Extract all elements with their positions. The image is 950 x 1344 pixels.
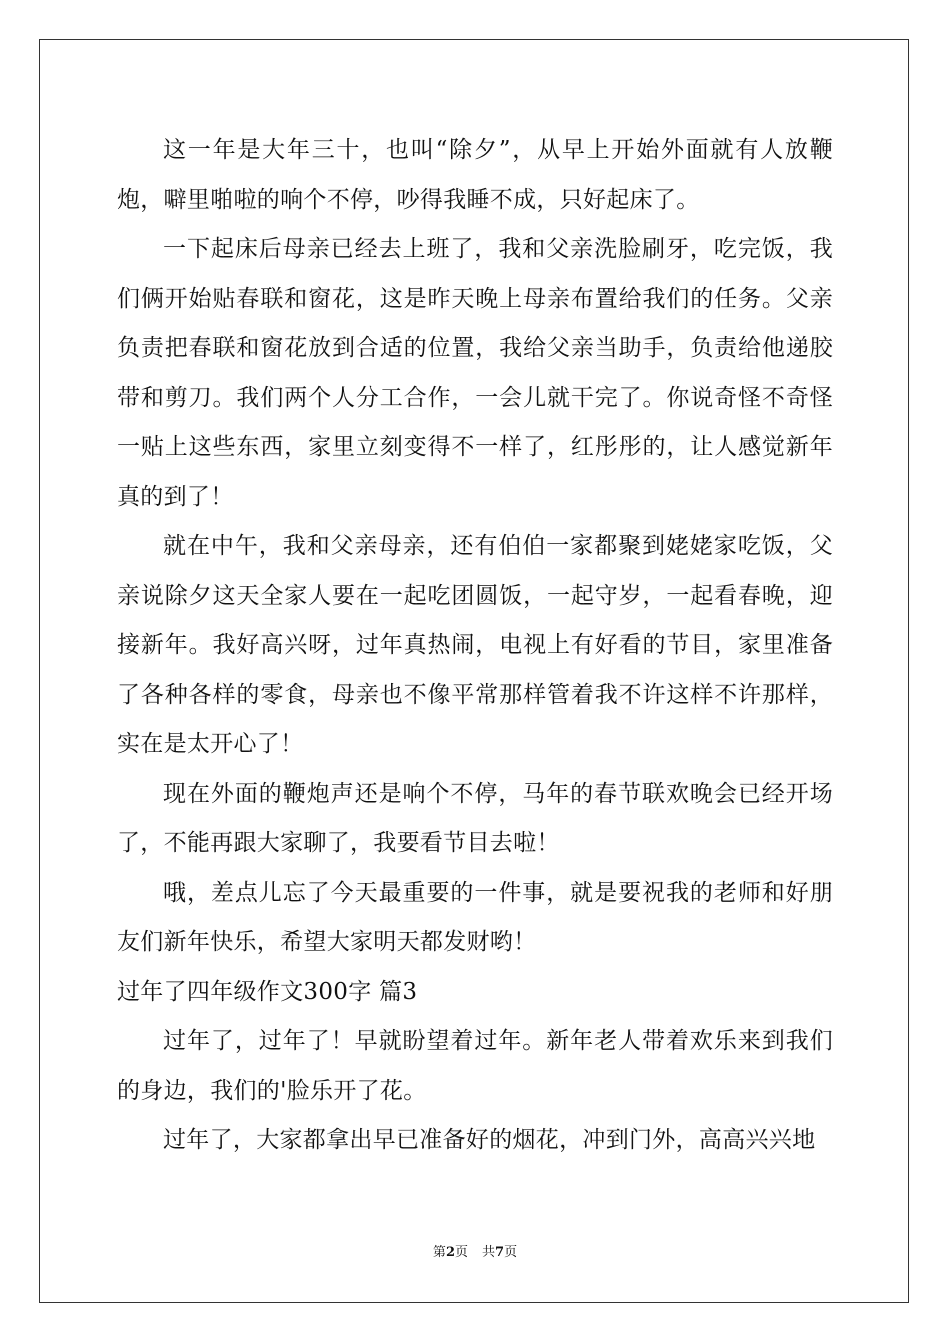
document-body [117,126,833,1166]
current-page-number: 2 [445,1245,455,1260]
paragraph: 过年了，大家都拿出早已准备好的烟花，冲到门外，高高兴兴地 [163,1127,816,1153]
page-label-prefix: 第 [432,1245,446,1260]
paragraph: 就在中午，我和父亲母亲，还有伯伯一家都聚到姥姥家吃饭，父亲说除夕这天全家人要在一起吃团圆饭，一起守岁，一起看春晚，迎接新年。我好高兴呀，过年真热闹，电视上有好看的节目，家里准备了各种各样的零食，母亲也不像平常那样管着我不许这样不许那样，实在是太开心了！ [117,533,833,757]
paragraph: 过年了，过年了！早就盼望着过年。新年老人带着欢乐来到我们的身边，我们的'脸乐开了花。 [117,1028,833,1104]
total-label-prefix: 共 [482,1245,496,1260]
section-heading: 过年了四年级作文300字 篇3 [117,978,418,1005]
page-label-suffix: 页 [454,1245,468,1260]
page-footer [0,1241,950,1260]
paragraph: 这一年是大年三十，也叫“除夕”，从早上开始外面就有人放鞭炮，噼里啪啦的响个不停，吵得我睡不成，只好起床了。 [117,137,833,213]
total-label-suffix: 页 [504,1245,518,1260]
paragraph: 哦，差点儿忘了今天最重要的一件事，就是要祝我的老师和好朋友们新年快乐，希望大家明天都发财哟！ [117,879,833,955]
paragraph: 现在外面的鞭炮声还是响个不停，马年的春节联欢晚会已经开场了，不能再跟大家聊了，我要看节目去啦！ [117,780,833,856]
total-page-number: 7 [495,1245,505,1260]
paragraph: 一下起床后母亲已经去上班了，我和父亲洗脸刷牙，吃完饭，我们俩开始贴春联和窗花，这是昨天晚上母亲布置给我们的任务。父亲负责把春联和窗花放到合适的位置，我给父亲当助手，负责给他递胶带和剪刀。我们两个人分工合作，一会儿就干完了。你说奇怪不奇怪一贴上这些东西，家里立刻变得不一样了，红彤彤的，让人感觉新年真的到了！ [117,236,833,510]
